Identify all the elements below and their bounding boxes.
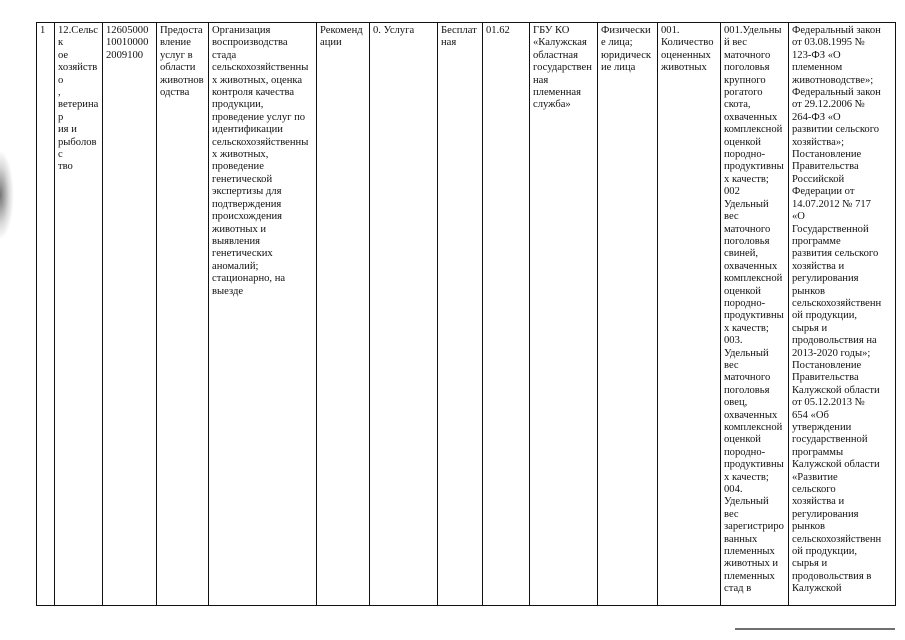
table-row [37,23,896,606]
cell-oktmo-code: 12605000 10010000 2009100 [103,23,157,606]
cell-service-area: Предоста вление услуг в области животнов одства [157,23,209,606]
cell-payment: Бесплат ная [438,23,483,606]
row-number: 1 [37,23,55,606]
cell-provider: ГБУ КО «Калужская областная государствен ная племенная служба» [530,23,598,606]
cell-okved-code: 01.62 [483,23,530,606]
cell-service-description: Организация воспроизводства стада сельскохозяйственны х животных, оценка контроля качества продукции, проведение услуг по идентификации сельскохозяйственны х животных, проведение генетической экспертизы для подтверждения происхождения животных и выявления генетических аномалий; стационарно, на выезде [209,23,317,606]
cell-sector: 12.Сельск ое хозяйство , ветеринар ия и рыболовс тво [55,23,103,606]
cell-legal-basis: Федеральный закон от 03.08.1995 № 123-ФЗ «О племенном животноводстве»; Федеральный закон от 29.12.2006 № 264-ФЗ «О развитии сельского хозяйства»; Постановление Правительства Российской Федерации от 14.07.2012 № 717 «О Государственной программе развития сельского хозяйства и регулирования рынков сельскохозяйственн ой продукции, сырья и продовольствия на 2013-2020 годы»; Постановление Правительства Калужской области от 05.12.2013 № 654 «Об утверждении государственной программы Калужской области «Развитие сельского хозяйства и регулирования рынков сельскохозяйственн ой продукции, сырья и продовольствия в Калужской [789,23,896,606]
service-registry-table [36,22,896,606]
scan-artifact-line [735,628,895,630]
cell-volume-indicator: 001. Количество оцененных животных [658,23,721,606]
cell-recommendations: Рекоменд ации [317,23,370,606]
cell-recipients: Физически е лица; юридическ ие лица [598,23,658,606]
scan-artifact [0,150,14,240]
cell-quality-indicators: 001.Удельны й вес маточного поголовья крупного рогатого скота, охваченных комплексной оценкой породно- продуктивны х качеств; 002 Удельный вес маточного поголовья свиней, охваченных комплексной оценкой породно- продуктивны х качеств; 003. Удельный вес маточного поголовья овец, охваченных комплексной оценкой породно- продуктивны х качеств; 004. Удельный вес зарегистриро ванных племенных животных и племенных стад в [721,23,789,606]
cell-type: 0. Услуга [370,23,438,606]
